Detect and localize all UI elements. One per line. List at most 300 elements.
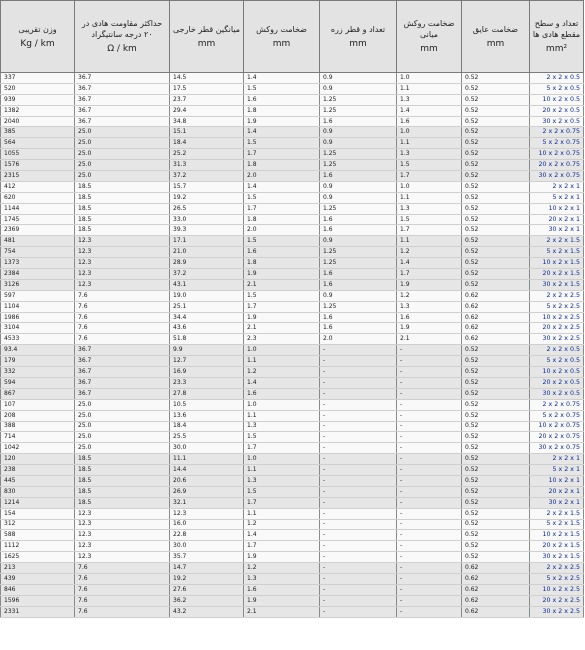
cell-inner-sheath: 1.7 — [397, 269, 462, 280]
cell-resistance: 18.5 — [75, 497, 170, 508]
cell-sheath: 1.3 — [244, 421, 320, 432]
table-row — [1, 377, 584, 388]
cell-weight: 481 — [1, 236, 75, 247]
cell-sheath: 1.5 — [244, 83, 320, 94]
header-conductor-size: تعداد و سطح مقطع هادی ها mm² — [530, 1, 584, 73]
cell-armour-wire: 1.25 — [320, 105, 397, 116]
table-row — [1, 541, 584, 552]
cell-insulation: 0.62 — [462, 323, 530, 334]
cell-armour-wire: 0.9 — [320, 181, 397, 192]
cell-resistance: 25.0 — [75, 432, 170, 443]
table-row — [1, 563, 584, 574]
header-armour-wire: تعداد و قطر زره mm — [320, 1, 397, 73]
cell-outer-diameter: 10.5 — [170, 399, 244, 410]
cell-resistance: 36.7 — [75, 73, 170, 84]
cell-sheath: 1.6 — [244, 388, 320, 399]
cell-conductor-size: 30 x 2 x 0.75 — [530, 171, 584, 182]
cell-weight: 597 — [1, 290, 75, 301]
cell-inner-sheath: - — [397, 497, 462, 508]
table-row — [1, 519, 584, 530]
cell-inner-sheath: - — [397, 432, 462, 443]
cell-resistance: 18.5 — [75, 214, 170, 225]
cell-conductor-size: 10 x 2 x 2.5 — [530, 312, 584, 323]
cell-inner-sheath: 1.3 — [397, 149, 462, 160]
cell-outer-diameter: 20.6 — [170, 475, 244, 486]
cell-insulation: 0.62 — [462, 301, 530, 312]
cell-weight: 620 — [1, 192, 75, 203]
cell-insulation: 0.52 — [462, 236, 530, 247]
cell-insulation: 0.52 — [462, 214, 530, 225]
table-row — [1, 94, 584, 105]
cell-inner-sheath: - — [397, 377, 462, 388]
cell-outer-diameter: 23.7 — [170, 94, 244, 105]
cell-resistance: 25.0 — [75, 421, 170, 432]
cell-insulation: 0.62 — [462, 584, 530, 595]
cell-inner-sheath: 1.3 — [397, 301, 462, 312]
cell-resistance: 12.3 — [75, 269, 170, 280]
cell-outer-diameter: 43.2 — [170, 606, 244, 617]
cell-armour-wire: - — [320, 519, 397, 530]
cell-sheath: 2.0 — [244, 225, 320, 236]
table-row — [1, 432, 584, 443]
cell-armour-wire: - — [320, 563, 397, 574]
cell-inner-sheath: - — [397, 388, 462, 399]
cell-conductor-size: 5 x 2 x 0.75 — [530, 410, 584, 421]
cell-outer-diameter: 37.2 — [170, 171, 244, 182]
cell-sheath: 1.2 — [244, 367, 320, 378]
cell-weight: 830 — [1, 486, 75, 497]
cell-armour-wire: 1.6 — [320, 225, 397, 236]
cell-inner-sheath: 1.1 — [397, 83, 462, 94]
cell-inner-sheath: - — [397, 421, 462, 432]
cell-resistance: 36.7 — [75, 94, 170, 105]
cell-armour-wire: 0.9 — [320, 236, 397, 247]
cell-inner-sheath: 1.1 — [397, 236, 462, 247]
cell-conductor-size: 20 x 2 x 1.5 — [530, 541, 584, 552]
cell-outer-diameter: 16.9 — [170, 367, 244, 378]
cell-insulation: 0.52 — [462, 225, 530, 236]
cell-sheath: 1.4 — [244, 73, 320, 84]
cell-outer-diameter: 27.6 — [170, 584, 244, 595]
cell-armour-wire: - — [320, 486, 397, 497]
cell-armour-wire: - — [320, 388, 397, 399]
header-weight: وزن تقریبی Kg / km — [1, 1, 75, 73]
cell-weight: 1112 — [1, 541, 75, 552]
cell-insulation: 0.62 — [462, 606, 530, 617]
cell-sheath: 1.9 — [244, 552, 320, 563]
cell-conductor-size: 2 x 2 x 1.5 — [530, 236, 584, 247]
cell-armour-wire: - — [320, 399, 397, 410]
cell-outer-diameter: 17.1 — [170, 236, 244, 247]
cell-insulation: 0.52 — [462, 258, 530, 269]
cell-inner-sheath: 1.9 — [397, 279, 462, 290]
cell-conductor-size: 20 x 2 x 0.75 — [530, 160, 584, 171]
cell-insulation: 0.52 — [462, 388, 530, 399]
cell-conductor-size: 20 x 2 x 2.5 — [530, 595, 584, 606]
table-row — [1, 258, 584, 269]
cell-resistance: 7.6 — [75, 290, 170, 301]
cell-insulation: 0.52 — [462, 552, 530, 563]
cell-resistance: 36.7 — [75, 105, 170, 116]
cell-resistance: 18.5 — [75, 465, 170, 476]
table-row — [1, 334, 584, 345]
table-row — [1, 181, 584, 192]
cell-sheath: 1.5 — [244, 138, 320, 149]
table-row — [1, 312, 584, 323]
cell-inner-sheath: 1.2 — [397, 247, 462, 258]
cell-armour-wire: 2.0 — [320, 334, 397, 345]
cell-weight: 312 — [1, 519, 75, 530]
cell-weight: 213 — [1, 563, 75, 574]
cell-outer-diameter: 14.4 — [170, 465, 244, 476]
cell-resistance: 36.7 — [75, 377, 170, 388]
table-row — [1, 203, 584, 214]
cell-weight: 120 — [1, 454, 75, 465]
cell-outer-diameter: 51.8 — [170, 334, 244, 345]
cell-inner-sheath: 1.5 — [397, 214, 462, 225]
cell-inner-sheath: 2.1 — [397, 334, 462, 345]
cell-outer-diameter: 13.6 — [170, 410, 244, 421]
cell-outer-diameter: 43.6 — [170, 323, 244, 334]
cell-resistance: 7.6 — [75, 312, 170, 323]
cell-conductor-size: 5 x 2 x 0.5 — [530, 83, 584, 94]
cell-sheath: 1.9 — [244, 116, 320, 127]
cell-insulation: 0.52 — [462, 377, 530, 388]
table-row — [1, 465, 584, 476]
cell-insulation: 0.52 — [462, 279, 530, 290]
cell-sheath: 1.7 — [244, 443, 320, 454]
cell-armour-wire: 1.6 — [320, 171, 397, 182]
cell-conductor-size: 30 x 2 x 1.5 — [530, 279, 584, 290]
table-row — [1, 595, 584, 606]
cell-sheath: 1.7 — [244, 301, 320, 312]
cell-weight: 939 — [1, 94, 75, 105]
cell-outer-diameter: 15.7 — [170, 181, 244, 192]
cell-conductor-size: 2 x 2 x 0.75 — [530, 399, 584, 410]
header-inner-sheath-thickness: ضخامت روکش میانی mm — [397, 1, 462, 73]
cell-weight: 1373 — [1, 258, 75, 269]
cell-outer-diameter: 25.1 — [170, 301, 244, 312]
table-row — [1, 105, 584, 116]
cell-outer-diameter: 31.3 — [170, 160, 244, 171]
cell-outer-diameter: 11.1 — [170, 454, 244, 465]
table-row — [1, 116, 584, 127]
cell-insulation: 0.52 — [462, 203, 530, 214]
cell-weight: 238 — [1, 465, 75, 476]
cell-inner-sheath: 1.4 — [397, 258, 462, 269]
table-row — [1, 247, 584, 258]
cell-resistance: 36.7 — [75, 367, 170, 378]
cell-weight: 1144 — [1, 203, 75, 214]
cell-resistance: 12.3 — [75, 279, 170, 290]
cell-insulation: 0.52 — [462, 247, 530, 258]
cell-sheath: 1.0 — [244, 399, 320, 410]
cell-conductor-size: 2 x 2 x 2.5 — [530, 290, 584, 301]
cell-weight: 1625 — [1, 552, 75, 563]
cell-outer-diameter: 25.5 — [170, 432, 244, 443]
cell-conductor-size: 5 x 2 x 1.5 — [530, 519, 584, 530]
cell-resistance: 18.5 — [75, 203, 170, 214]
cell-resistance: 25.0 — [75, 127, 170, 138]
cell-conductor-size: 30 x 2 x 0.5 — [530, 116, 584, 127]
cell-inner-sheath: - — [397, 508, 462, 519]
cell-outer-diameter: 18.4 — [170, 421, 244, 432]
table-row — [1, 508, 584, 519]
cell-inner-sheath: - — [397, 345, 462, 356]
cell-conductor-size: 5 x 2 x 2.5 — [530, 573, 584, 584]
cell-conductor-size: 10 x 2 x 1.5 — [530, 258, 584, 269]
cell-armour-wire: 0.9 — [320, 127, 397, 138]
cell-insulation: 0.52 — [462, 116, 530, 127]
cell-inner-sheath: 1.2 — [397, 290, 462, 301]
cell-conductor-size: 20 x 2 x 1.5 — [530, 269, 584, 280]
cell-inner-sheath: 1.0 — [397, 181, 462, 192]
cell-weight: 2369 — [1, 225, 75, 236]
cell-inner-sheath: - — [397, 573, 462, 584]
cell-armour-wire: 0.9 — [320, 290, 397, 301]
cell-sheath: 1.0 — [244, 454, 320, 465]
header-row — [1, 1, 584, 73]
cell-resistance: 7.6 — [75, 606, 170, 617]
cell-insulation: 0.52 — [462, 105, 530, 116]
cell-sheath: 1.5 — [244, 236, 320, 247]
cell-insulation: 0.52 — [462, 83, 530, 94]
table-row — [1, 388, 584, 399]
cell-weight: 4533 — [1, 334, 75, 345]
cell-sheath: 1.5 — [244, 290, 320, 301]
cell-conductor-size: 10 x 2 x 1.5 — [530, 530, 584, 541]
cell-insulation: 0.52 — [462, 160, 530, 171]
cell-inner-sheath: - — [397, 552, 462, 563]
cell-weight: 1986 — [1, 312, 75, 323]
cell-armour-wire: - — [320, 377, 397, 388]
cell-resistance: 7.6 — [75, 584, 170, 595]
cell-inner-sheath: 1.5 — [397, 160, 462, 171]
cell-armour-wire: - — [320, 508, 397, 519]
cell-inner-sheath: - — [397, 356, 462, 367]
cell-armour-wire: 1.6 — [320, 214, 397, 225]
cell-sheath: 1.8 — [244, 258, 320, 269]
cell-resistance: 7.6 — [75, 301, 170, 312]
cell-armour-wire: - — [320, 497, 397, 508]
cell-sheath: 2.1 — [244, 606, 320, 617]
cell-sheath: 1.7 — [244, 541, 320, 552]
cell-armour-wire: 1.25 — [320, 149, 397, 160]
cell-outer-diameter: 29.4 — [170, 105, 244, 116]
cell-insulation: 0.52 — [462, 181, 530, 192]
cell-sheath: 1.1 — [244, 410, 320, 421]
cell-outer-diameter: 27.8 — [170, 388, 244, 399]
cell-outer-diameter: 16.0 — [170, 519, 244, 530]
cell-weight: 588 — [1, 530, 75, 541]
cell-outer-diameter: 9.9 — [170, 345, 244, 356]
cell-outer-diameter: 15.1 — [170, 127, 244, 138]
cell-weight: 412 — [1, 181, 75, 192]
cell-weight: 1104 — [1, 301, 75, 312]
cell-armour-wire: 1.25 — [320, 301, 397, 312]
cell-weight: 520 — [1, 83, 75, 94]
cell-sheath: 1.9 — [244, 595, 320, 606]
table-row — [1, 606, 584, 617]
cell-insulation: 0.52 — [462, 269, 530, 280]
table-row — [1, 290, 584, 301]
cell-inner-sheath: - — [397, 410, 462, 421]
cell-conductor-size: 2 x 2 x 0.5 — [530, 73, 584, 84]
cell-inner-sheath: 1.3 — [397, 203, 462, 214]
cell-insulation: 0.52 — [462, 367, 530, 378]
cell-insulation: 0.52 — [462, 421, 530, 432]
cell-sheath: 1.2 — [244, 519, 320, 530]
cell-outer-diameter: 32.1 — [170, 497, 244, 508]
cell-weight: 388 — [1, 421, 75, 432]
cell-insulation: 0.52 — [462, 508, 530, 519]
cell-sheath: 2.1 — [244, 323, 320, 334]
cell-sheath: 1.4 — [244, 181, 320, 192]
cell-insulation: 0.52 — [462, 541, 530, 552]
cell-armour-wire: 1.6 — [320, 116, 397, 127]
cell-conductor-size: 20 x 2 x 0.75 — [530, 432, 584, 443]
cell-weight: 179 — [1, 356, 75, 367]
cell-conductor-size: 20 x 2 x 1 — [530, 214, 584, 225]
cell-insulation: 0.62 — [462, 334, 530, 345]
cell-inner-sheath: - — [397, 367, 462, 378]
cell-outer-diameter: 17.5 — [170, 83, 244, 94]
cell-insulation: 0.52 — [462, 486, 530, 497]
cell-outer-diameter: 12.3 — [170, 508, 244, 519]
cell-conductor-size: 20 x 2 x 1 — [530, 486, 584, 497]
header-outer-diameter: میانگین قطر خارجی mm — [170, 1, 244, 73]
cell-armour-wire: 1.25 — [320, 258, 397, 269]
table-row — [1, 149, 584, 160]
cell-armour-wire: - — [320, 410, 397, 421]
cell-insulation: 0.52 — [462, 410, 530, 421]
cell-sheath: 1.6 — [244, 94, 320, 105]
cell-insulation: 0.52 — [462, 149, 530, 160]
cell-inner-sheath: - — [397, 454, 462, 465]
cell-inner-sheath: 1.7 — [397, 225, 462, 236]
cell-weight: 867 — [1, 388, 75, 399]
cell-resistance: 18.5 — [75, 486, 170, 497]
cell-weight: 439 — [1, 573, 75, 584]
cell-inner-sheath: 1.3 — [397, 94, 462, 105]
cell-outer-diameter: 18.4 — [170, 138, 244, 149]
cell-armour-wire: - — [320, 345, 397, 356]
cell-armour-wire: 1.6 — [320, 269, 397, 280]
cell-weight: 337 — [1, 73, 75, 84]
cell-outer-diameter: 26.9 — [170, 486, 244, 497]
cell-sheath: 1.8 — [244, 105, 320, 116]
cell-outer-diameter: 36.2 — [170, 595, 244, 606]
cell-conductor-size: 5 x 2 x 2.5 — [530, 301, 584, 312]
cell-resistance: 18.5 — [75, 475, 170, 486]
cell-conductor-size: 2 x 2 x 0.5 — [530, 345, 584, 356]
cell-resistance: 12.3 — [75, 519, 170, 530]
cell-conductor-size: 20 x 2 x 0.5 — [530, 377, 584, 388]
cell-weight: 3126 — [1, 279, 75, 290]
cell-insulation: 0.52 — [462, 171, 530, 182]
cell-conductor-size: 30 x 2 x 0.75 — [530, 443, 584, 454]
cell-armour-wire: - — [320, 541, 397, 552]
cell-insulation: 0.52 — [462, 530, 530, 541]
cell-weight: 2315 — [1, 171, 75, 182]
cell-conductor-size: 5 x 2 x 0.5 — [530, 356, 584, 367]
cell-weight: 1042 — [1, 443, 75, 454]
cell-outer-diameter: 34.4 — [170, 312, 244, 323]
cell-weight: 564 — [1, 138, 75, 149]
table-row — [1, 345, 584, 356]
cell-conductor-size: 2 x 2 x 2.5 — [530, 563, 584, 574]
cell-insulation: 0.52 — [462, 138, 530, 149]
cell-sheath: 1.4 — [244, 377, 320, 388]
table-row — [1, 584, 584, 595]
table-row — [1, 279, 584, 290]
cell-outer-diameter: 21.0 — [170, 247, 244, 258]
cell-armour-wire: 1.6 — [320, 279, 397, 290]
cell-sheath: 1.5 — [244, 486, 320, 497]
cell-outer-diameter: 33.0 — [170, 214, 244, 225]
cell-resistance: 12.3 — [75, 258, 170, 269]
cell-sheath: 1.8 — [244, 214, 320, 225]
cell-resistance: 36.7 — [75, 83, 170, 94]
cell-armour-wire: - — [320, 584, 397, 595]
table-row — [1, 530, 584, 541]
cell-sheath: 1.4 — [244, 530, 320, 541]
cell-outer-diameter: 37.2 — [170, 269, 244, 280]
cell-armour-wire: 1.6 — [320, 323, 397, 334]
cell-outer-diameter: 19.2 — [170, 573, 244, 584]
cell-resistance: 18.5 — [75, 192, 170, 203]
cell-resistance: 36.7 — [75, 116, 170, 127]
cell-armour-wire: 1.25 — [320, 94, 397, 105]
cell-resistance: 25.0 — [75, 399, 170, 410]
cell-weight: 93.4 — [1, 345, 75, 356]
cell-resistance: 7.6 — [75, 323, 170, 334]
cell-sheath: 1.1 — [244, 356, 320, 367]
cell-weight: 3104 — [1, 323, 75, 334]
cell-outer-diameter: 14.5 — [170, 73, 244, 84]
cell-outer-diameter: 34.8 — [170, 116, 244, 127]
cell-inner-sheath: - — [397, 541, 462, 552]
cell-insulation: 0.52 — [462, 432, 530, 443]
cell-insulation: 0.52 — [462, 497, 530, 508]
cell-sheath: 2.3 — [244, 334, 320, 345]
cell-weight: 2331 — [1, 606, 75, 617]
table-row — [1, 367, 584, 378]
cell-resistance: 7.6 — [75, 595, 170, 606]
cell-insulation: 0.52 — [462, 94, 530, 105]
cell-weight: 2040 — [1, 116, 75, 127]
table-row — [1, 356, 584, 367]
cell-resistance: 12.3 — [75, 236, 170, 247]
table-row — [1, 160, 584, 171]
cell-insulation: 0.62 — [462, 290, 530, 301]
cell-resistance: 12.3 — [75, 247, 170, 258]
cell-conductor-size: 10 x 2 x 0.75 — [530, 421, 584, 432]
cell-conductor-size: 10 x 2 x 0.5 — [530, 94, 584, 105]
cell-armour-wire: 0.9 — [320, 73, 397, 84]
cell-inner-sheath: 1.4 — [397, 105, 462, 116]
cell-insulation: 0.52 — [462, 454, 530, 465]
cell-resistance: 18.5 — [75, 454, 170, 465]
cell-resistance: 36.7 — [75, 356, 170, 367]
cell-outer-diameter: 19.0 — [170, 290, 244, 301]
cell-outer-diameter: 25.2 — [170, 149, 244, 160]
table-row — [1, 323, 584, 334]
cell-sheath: 1.6 — [244, 584, 320, 595]
cell-resistance: 25.0 — [75, 160, 170, 171]
cell-weight: 594 — [1, 377, 75, 388]
table-row — [1, 192, 584, 203]
